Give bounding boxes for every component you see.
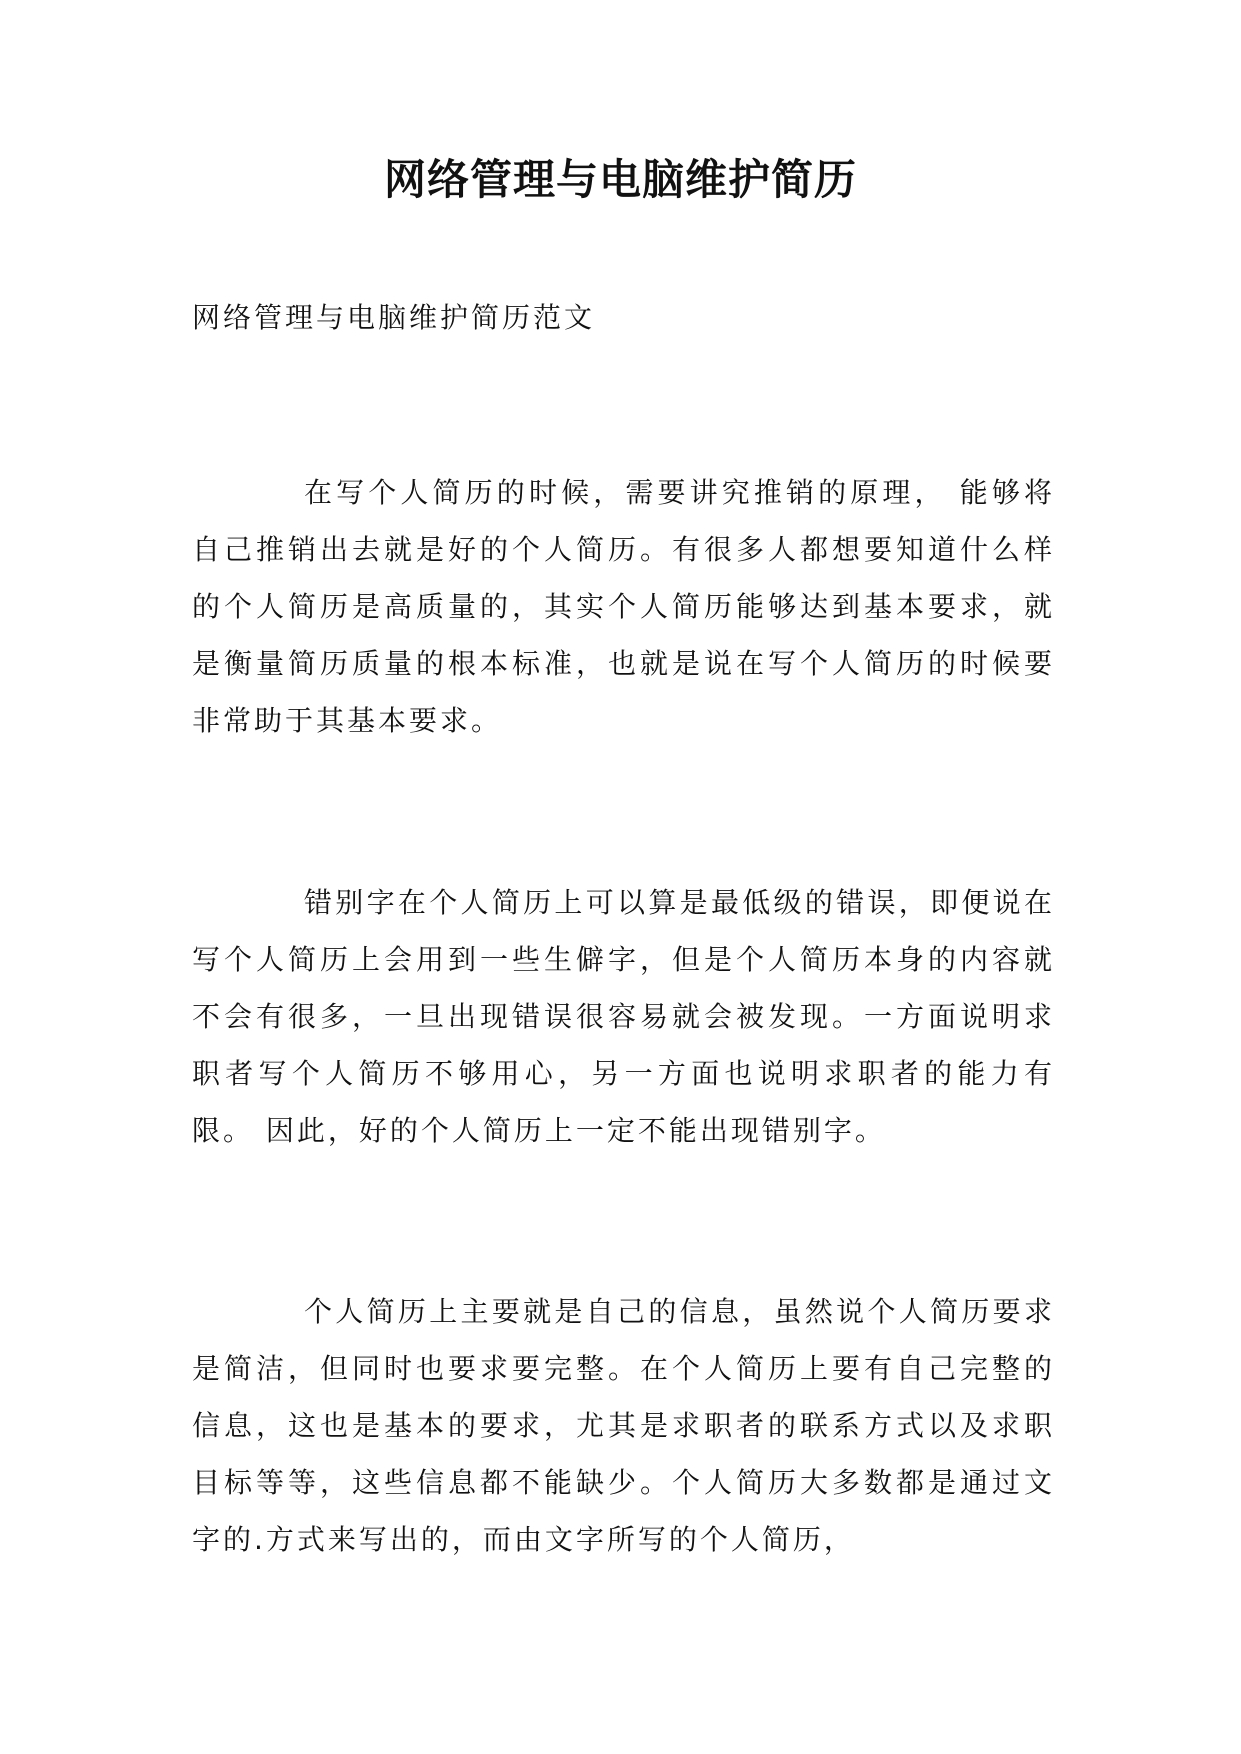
body-paragraph-2: 错别字在个人简历上可以算是最低级的错误，即便说在写个人简历上会用到一些生僻字，但是个人简历本身的内容就不会有很多，一旦出现错误很容易就会被发现。一方面说明求职者写个人简历不够用心，另一方面也说明求职者的能力有限。 因此，好的个人简历上一定不能出现错别字。 [192, 886, 1055, 1147]
document-subtitle: 网络管理与电脑维护简历范文 [192, 301, 596, 334]
body-paragraph-3: 个人简历上主要就是自己的信息，虽然说个人简历要求是简洁，但同时也要求要完整。在个人简历上要有自己完整的信息，这也是基本的要求，尤其是求职者的联系方式以及求职目标等等，这些信息都不能缺少。个人简历大多数都是通过文字的.方式来写出的，而由文字所写的个人简历， [192, 1295, 1055, 1556]
body-paragraph-1: 在写个人简历的时候，需要讲究推销的原理， 能够将自己推销出去就是好的个人简历。有很多人都想要知道什么样的个人简历是高质量的，其实个人简历能够达到基本要求，就是衡量简历质量的根本标准，也就是说在写个人简历的时候要非常助于其基本要求。 [192, 476, 1055, 737]
document-title: 网络管理与电脑维护简历 [383, 155, 857, 204]
